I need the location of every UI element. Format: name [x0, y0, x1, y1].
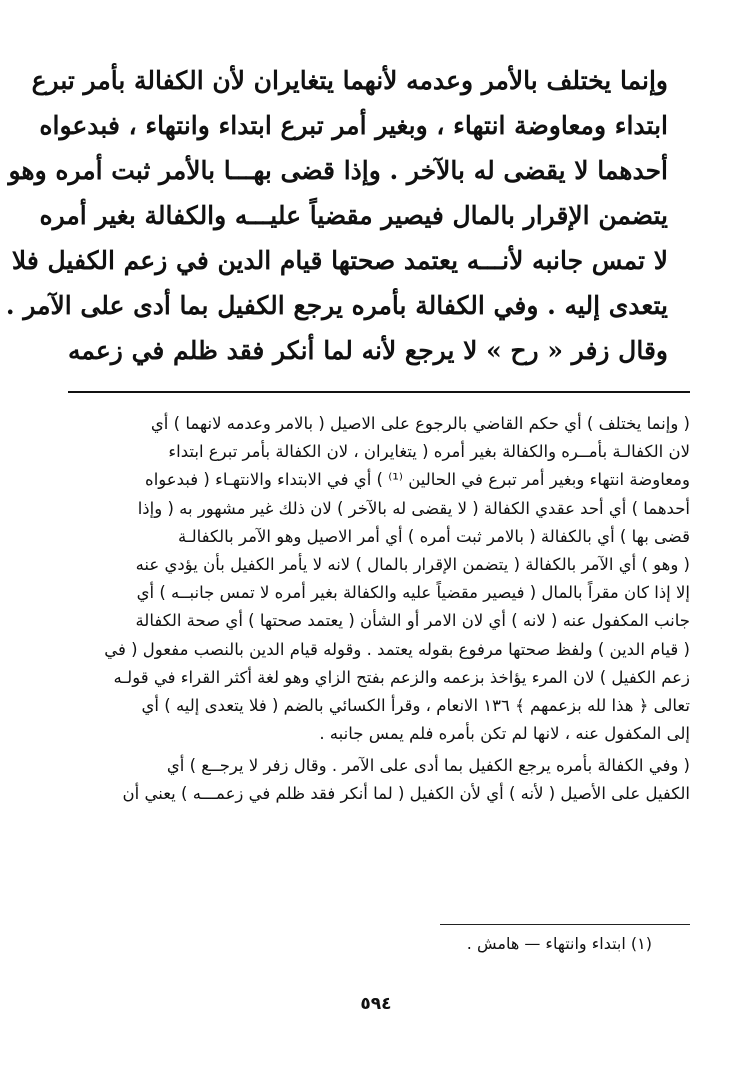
- commentary-line: ( وفي الكفالة بأمره يرجع الكفيل بما أدى على الآمر . وقال زفر لا يرجــع ) أي: [166, 756, 690, 776]
- footnote: (١) ابتداء وانتهاء — هامش .: [466, 934, 652, 953]
- commentary-line: أحدهما ) أي أحد عقدي الكفالة ( لا يقضى له بالآخر ) لان ذلك غير مشهور به ( وإذا: [137, 498, 690, 518]
- footnote-rule: [440, 924, 690, 925]
- commentary-line: تعالى ﴿ هذا لله بزعمهم ﴾ ١٣٦ الانعام ، وقرأ الكسائي بالضم ( فلا يتعدى إليه ) أي: [141, 695, 690, 715]
- commentary-line: ( وإنما يختلف ) أي حكم القاضي بالرجوع على الاصيل ( بالامر وعدمه لانهما ) أي: [150, 414, 690, 433]
- main-text-line: أحدهما لا يقضى له بالآخر . وإذا قضى بهـــا بالأمر ثبت أمره وهو: [8, 156, 668, 185]
- main-text-block: [5, 58, 668, 373]
- main-text-line: ابتداء ومعاوضة انتهاء ، وبغير أمر تبرع ابتداء وانتهاء ، فبدعواه: [39, 111, 668, 140]
- section-divider: [68, 391, 690, 393]
- page-number: ٥٩٤: [360, 994, 392, 1014]
- main-text-line: وإنما يختلف بالأمر وعدمه لأنهما يتغايران لأن الكفالة بأمر تبرع: [31, 66, 668, 95]
- commentary-line: قضى بها ) أي بالكفالة ( بالامر ثبت أمره ) أي أمر الاصيل وهو الآمر بالكفالـة: [177, 526, 690, 546]
- commentary-line: ( قيام الدين ) ولفظ صحتها مرفوع بقوله يعتمد . وقوله قيام الدين بالنصب مفعول ( في: [104, 639, 690, 659]
- commentary-line: إلى المكفول عنه ، لانها لم تكن بأمره فلم يمس جانبه .: [319, 724, 690, 744]
- commentary-line: ومعاوضة انتهاء وبغير أمر تبرع في الحالين ⁽¹⁾ ) أي في الابتداء والانتهـاء ( فبدعواه: [145, 470, 690, 490]
- commentary-line: ( وهو ) أي الآمر بالكفالة ( يتضمن الإقرار بالمال ) لانه لا يأمر الكفيل بأن يؤدي عنه: [135, 554, 690, 574]
- main-text-line: وقال زفر « رح » لا يرجع لأنه لما أنكر فقد ظلم في زعمه: [68, 336, 668, 365]
- main-text-line: يتعدى إليه . وفي الكفالة بأمره يرجع الكفيل بما أدى على الآمر .: [5, 291, 668, 320]
- commentary-line: لان الكفالـة بأمــره والكفالة بغير أمره ( يتغايران ، لان الكفالة بأمر تبرع ابتداء: [168, 442, 690, 462]
- commentary-line: الكفيل على الأصيل ( لأنه ) أي لأن الكفيل ( لما أنكر فقد ظلم في زعمـــه ) يعني أن: [122, 784, 690, 804]
- commentary-line: إلا إذا كان مقراً بالمال ( فيصير مقضياً عليه والكفالة بغير أمره لا تمس جانبــه ) أي: [136, 583, 690, 603]
- commentary-block: [68, 410, 690, 809]
- commentary-line: جانب المكفول عنه ( لانه ) أي لان الامر أو الشأن ( يعتمد صحتها ) أي صحة الكفالة: [135, 611, 690, 631]
- commentary-line: زعم الكفيل ) لان المرء يؤاخذ بزعمه والزعم بفتح الزاي وهو لغة أكثر القراء في قولـه: [113, 667, 690, 687]
- main-text-line: يتضمن الإقرار بالمال فيصير مقضياً عليـــه والكفالة بغير أمره: [39, 201, 668, 230]
- main-text-line: لا تمس جانبه لأنـــه يعتمد صحتها قيام الدين في زعم الكفيل فلا: [11, 246, 668, 275]
